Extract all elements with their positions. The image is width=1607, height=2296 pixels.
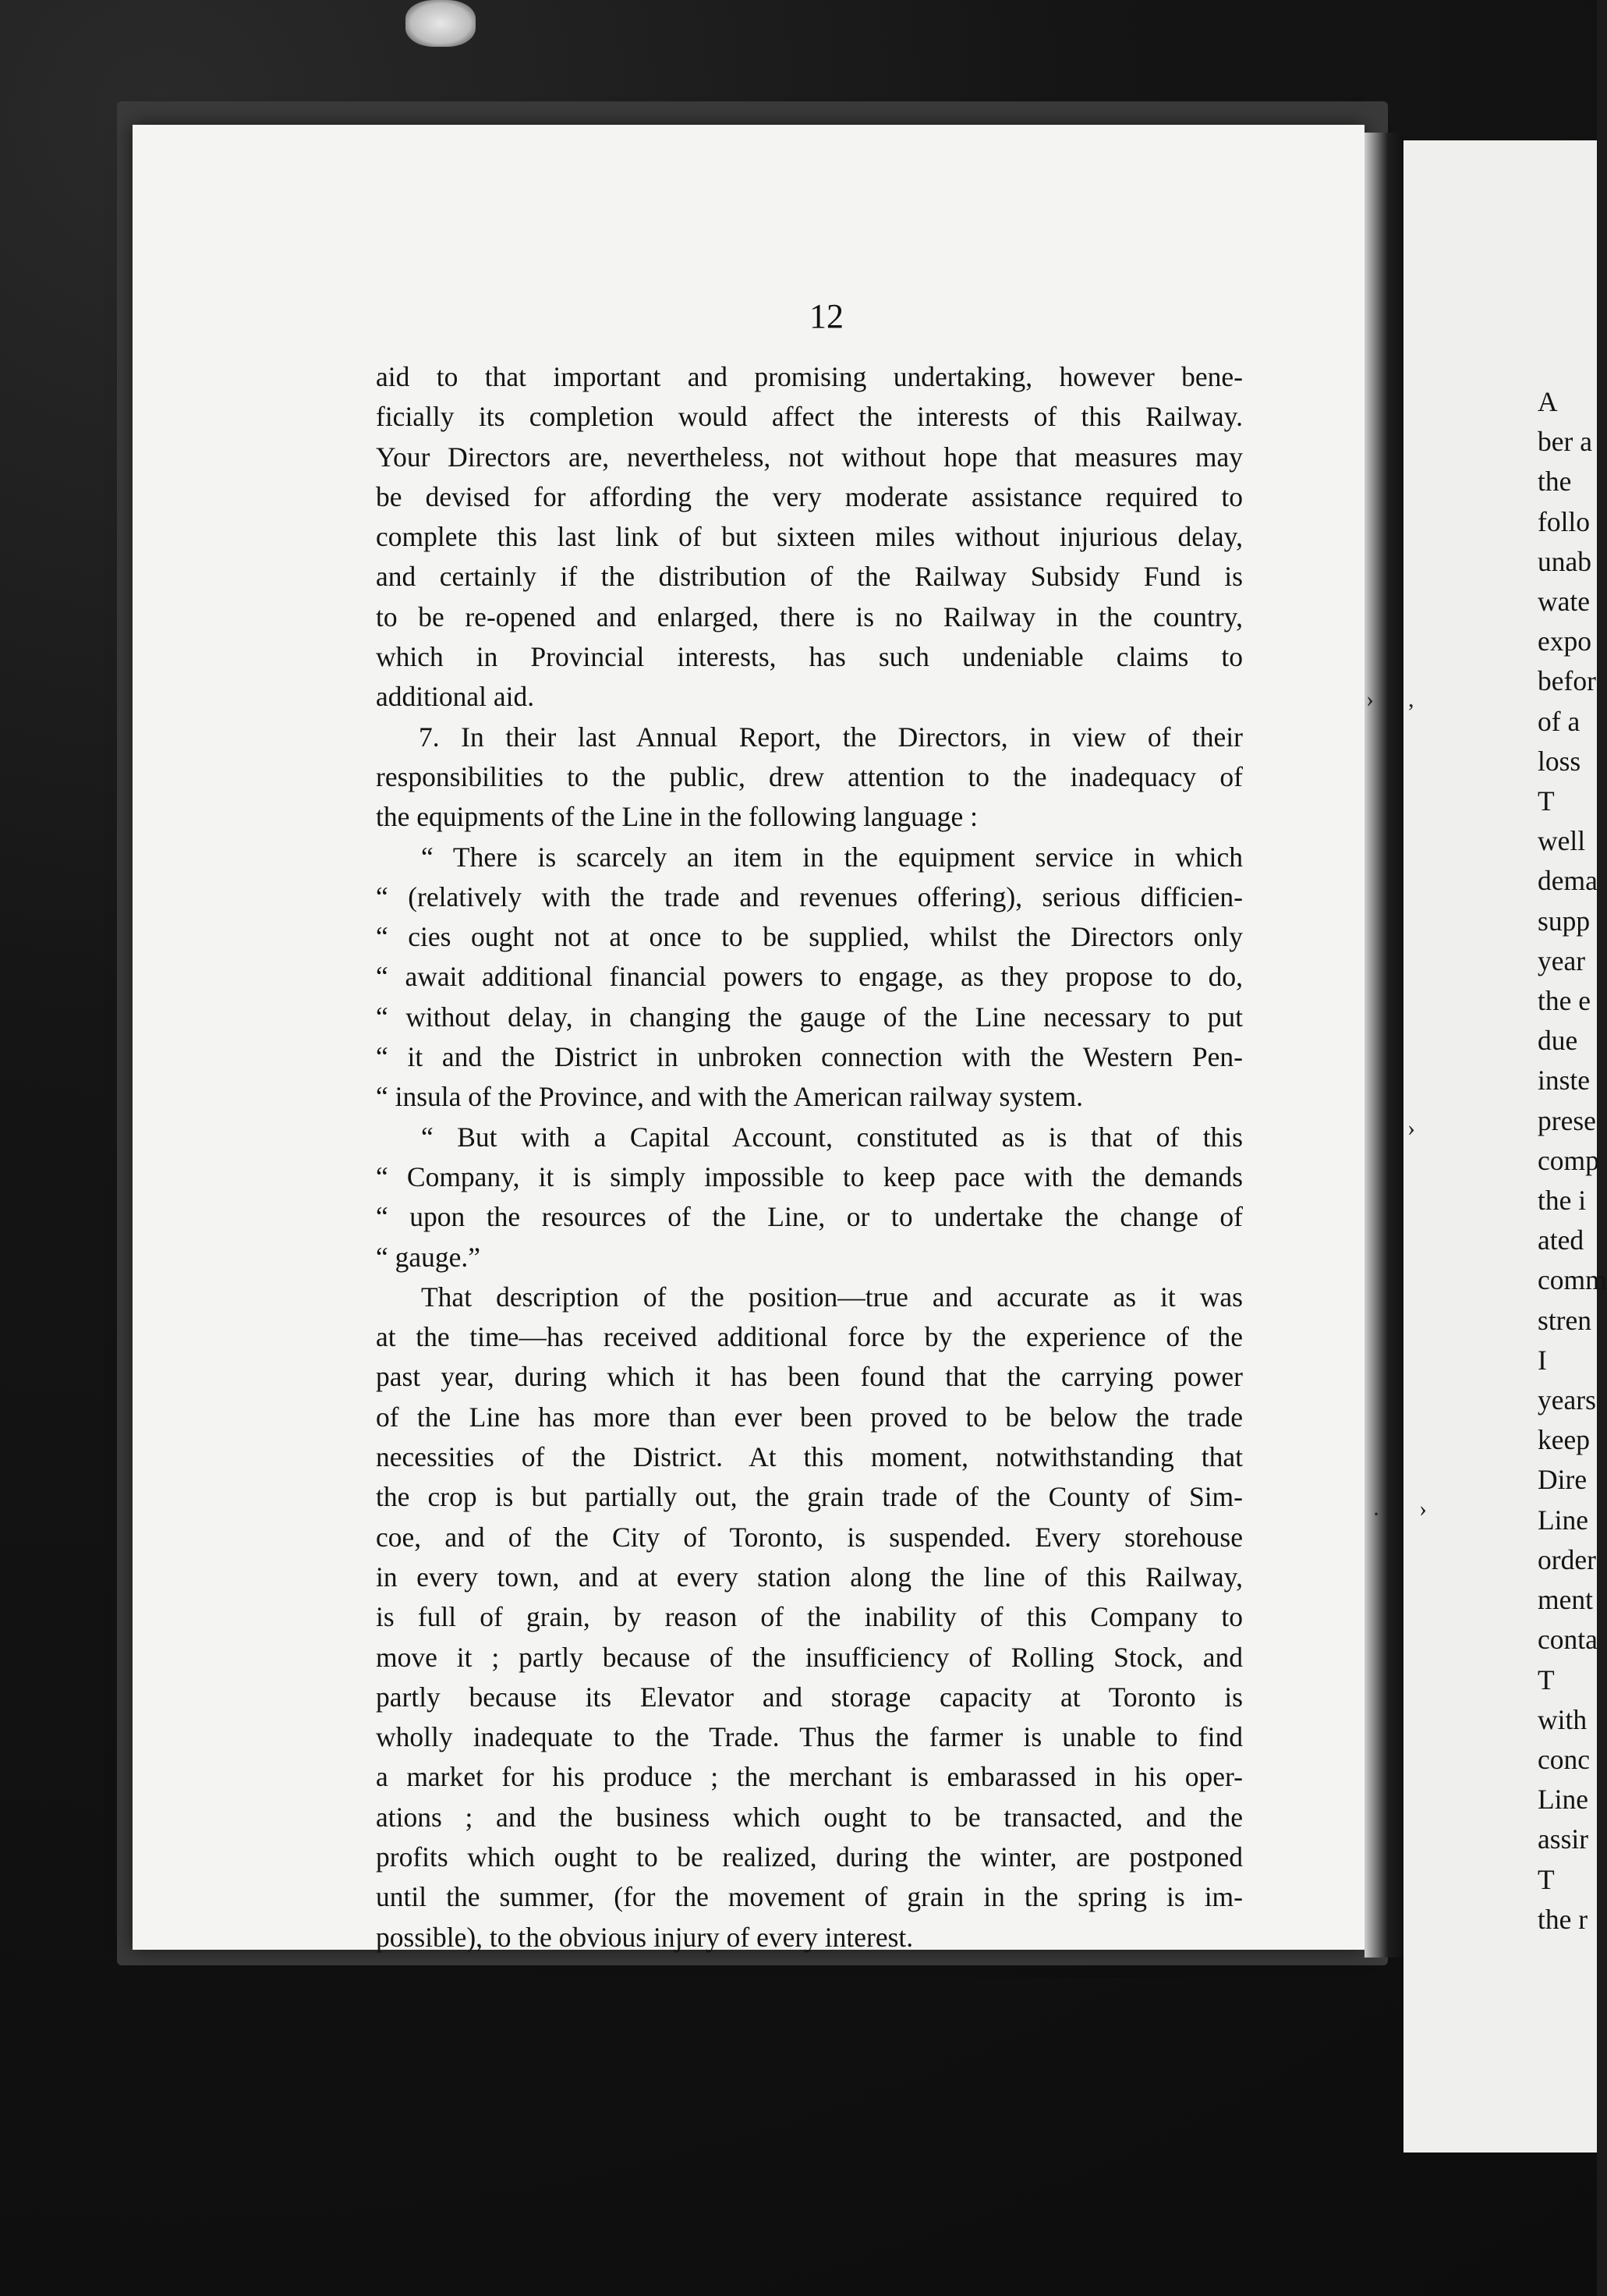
- text-line: be devised for affording the very moderate assistance required to: [376, 480, 1243, 512]
- fragment-line: wate: [1538, 586, 1591, 618]
- fragment-line: the: [1538, 466, 1572, 498]
- quote-line: “ cies ought not at once to be supplied, whilst the Directors only: [376, 921, 1243, 953]
- text-line: partly because its Elevator and storage capacity at Toronto is: [376, 1681, 1243, 1713]
- text-line: coe, and of the City of Toronto, is suspended. Every storehouse: [376, 1521, 1243, 1553]
- text-line: possible), to the obvious injury of every interest.: [376, 1921, 914, 1953]
- text-line: to be re-opened and enlarged, there is no Railway in the country,: [376, 601, 1243, 632]
- quote-line: “ But with a Capital Account, constituted as is that of this: [421, 1121, 1243, 1153]
- text-line: complete this last link of but sixteen miles without injurious delay,: [376, 521, 1243, 553]
- text-line: of the Line has more than ever been proved to be below the trade: [376, 1401, 1243, 1433]
- binding-mark: ·: [1372, 1501, 1380, 1527]
- text-line: the equipments of the Line in the following language :: [376, 801, 978, 833]
- fragment-line: conta: [1538, 1624, 1598, 1656]
- fragment-line: loss: [1538, 745, 1581, 777]
- fragment-line: the e: [1538, 985, 1591, 1017]
- fragment-line: supp: [1538, 905, 1591, 937]
- binding-mark: ›: [1407, 1115, 1415, 1141]
- fragment-line: of a: [1538, 705, 1580, 737]
- text-line: past year, during which it has been found that the carrying power: [376, 1361, 1243, 1393]
- text-line: wholly inadequate to the Trade. Thus the farmer is unable to find: [376, 1721, 1243, 1753]
- quote-line: “ gauge.”: [376, 1241, 481, 1273]
- page-body-text: [376, 357, 1243, 1958]
- tape-mark: [405, 0, 476, 47]
- text-line: is full of grain, by reason of the inability of this Company to: [376, 1601, 1243, 1633]
- fragment-line: I: [1538, 1344, 1547, 1376]
- quote-line: “ There is scarcely an item in the equipment service in which: [421, 841, 1243, 873]
- fragment-line: inste: [1538, 1065, 1591, 1097]
- fragment-line: comp: [1538, 1144, 1599, 1176]
- fragment-line: dema: [1538, 865, 1598, 897]
- text-line: at the time—has received additional force by the experience of the: [376, 1321, 1243, 1353]
- fragment-line: T: [1538, 1664, 1555, 1695]
- text-line: responsibilities to the public, drew attention to the inadequacy of: [376, 760, 1243, 792]
- text-line: which in Provincial interests, has such undeniable claims to: [376, 641, 1243, 673]
- text-line: That description of the position—true and accurate as it was: [421, 1281, 1243, 1313]
- text-line: a market for his produce ; the merchant is embarassed in his oper-: [376, 1761, 1243, 1793]
- text-line: necessities of the District. At this moment, notwithstanding that: [376, 1441, 1243, 1473]
- fragment-line: due: [1538, 1025, 1578, 1057]
- fragment-line: befor: [1538, 665, 1596, 697]
- text-line: in every town, and at every station along the line of this Railway,: [376, 1561, 1243, 1593]
- fragment-line: with: [1538, 1703, 1588, 1735]
- fragment-line: the i: [1538, 1185, 1587, 1217]
- fragment-line: Line: [1538, 1504, 1589, 1536]
- text-line: additional aid.: [376, 681, 535, 713]
- fragment-line: Dire: [1538, 1464, 1588, 1496]
- quote-line: “ it and the District in unbroken connection with the Western Pen-: [376, 1041, 1243, 1073]
- quote-line: “ (relatively with the trade and revenues offering), serious difficien-: [376, 880, 1243, 912]
- quote-line: “ insula of the Province, and with the American railway system.: [376, 1081, 1083, 1113]
- quote-line: “ Company, it is simply impossible to keep pace with the demands: [376, 1160, 1243, 1192]
- fragment-line: the r: [1538, 1903, 1588, 1935]
- quote-line: “ upon the resources of the Line, or to undertake the change of: [376, 1201, 1243, 1233]
- fragment-line: ated: [1538, 1224, 1584, 1256]
- text-line: aid to that important and promising undertaking, however bene-: [376, 361, 1243, 392]
- fragment-line: years: [1538, 1384, 1596, 1416]
- fragment-line: T: [1538, 1863, 1555, 1895]
- facing-page-fragments: [1538, 382, 1607, 1940]
- text-line: Your Directors are, nevertheless, not without hope that measures may: [376, 441, 1243, 473]
- text-line: until the summer, (for the movement of grain in the spring is im-: [376, 1881, 1243, 1913]
- fragment-line: keep: [1538, 1424, 1591, 1456]
- fragment-line: T: [1538, 785, 1555, 817]
- fragment-line: comm: [1538, 1264, 1607, 1296]
- fragment-line: A: [1538, 386, 1558, 417]
- fragment-line: prese: [1538, 1104, 1596, 1136]
- text-line: profits which ought to be realized, during the winter, are postponed: [376, 1841, 1243, 1873]
- fragment-line: well: [1538, 825, 1586, 857]
- quote-line: “ await additional financial powers to engage, as they propose to do,: [376, 961, 1243, 993]
- page-number: 12: [809, 297, 844, 335]
- book-gutter: [1365, 133, 1403, 1958]
- text-line: 7. In their last Annual Report, the Directors, in view of their: [419, 721, 1243, 753]
- text-line: ficially its completion would affect the interests of this Railway.: [376, 401, 1243, 433]
- binding-mark: ›: [1366, 686, 1374, 712]
- fragment-line: follo: [1538, 505, 1591, 537]
- fragment-line: unab: [1538, 545, 1592, 577]
- text-line: and certainly if the distribution of the Railway Subsidy Fund is: [376, 561, 1243, 593]
- text-line: move it ; partly because of the insufficiency of Rolling Stock, and: [376, 1641, 1243, 1673]
- fragment-line: conc: [1538, 1743, 1591, 1775]
- fragment-line: stren: [1538, 1304, 1592, 1336]
- fragment-line: assir: [1538, 1823, 1589, 1855]
- fragment-line: expo: [1538, 625, 1592, 657]
- quote-line: “ without delay, in changing the gauge of the Line necessary to put: [376, 1001, 1243, 1033]
- fragment-line: year: [1538, 944, 1586, 976]
- fragment-line: Line: [1538, 1784, 1589, 1816]
- binding-mark: ,: [1408, 686, 1414, 712]
- text-line: the crop is but partially out, the grain trade of the County of Sim-: [376, 1481, 1243, 1513]
- binding-mark: ›: [1419, 1496, 1427, 1522]
- fragment-line: ber a: [1538, 426, 1592, 458]
- fragment-line: ment: [1538, 1584, 1593, 1616]
- text-line: ations ; and the business which ought to be transacted, and the: [376, 1801, 1243, 1833]
- fragment-line: order: [1538, 1543, 1596, 1575]
